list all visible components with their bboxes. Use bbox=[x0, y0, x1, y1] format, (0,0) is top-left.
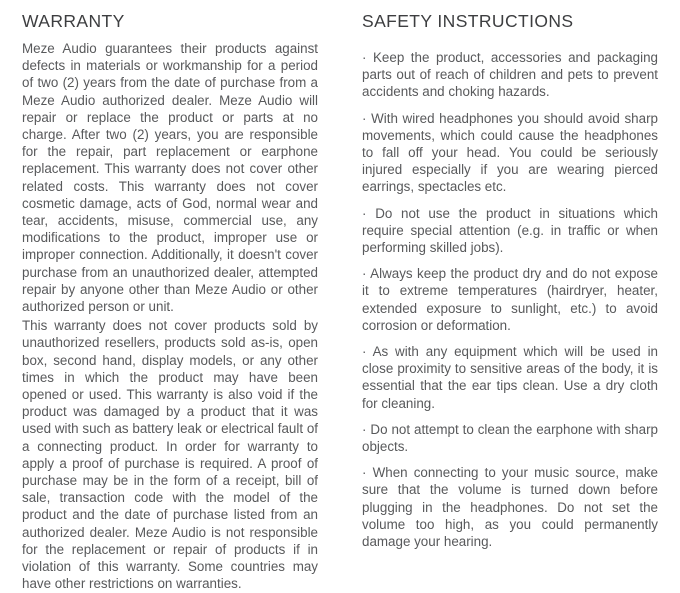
safety-item bbox=[362, 334, 658, 412]
safety-title: SAFETY INSTRUCTIONS bbox=[362, 11, 574, 31]
safety-section bbox=[362, 11, 658, 593]
safety-item bbox=[362, 256, 658, 334]
warranty-paragraph-1: Meze Audio guarantees their products against defects in materials or workmanship for a period of two (2) years from the date of purchase from a Meze Audio authorized dealer. Meze Audio will repair or replace the product or parts at no charge. After two (2) years, you are responsible for the repair, part replacement or earphone replacement. This warranty does not cover other related costs. This warranty does not cover cosmetic damage, acts of God, normal wear and tear, accidents, misuse, commercial use, any modifications to the product, improper use or improper connection. Additionally, it doesn't cover purchase from an unauthorized dealer, attempted repair by anyone other than Meze Audio or other authorized person or unit. bbox=[22, 41, 318, 315]
warranty-title: WARRANTY bbox=[22, 11, 125, 31]
safety-item bbox=[362, 455, 658, 550]
safety-item bbox=[362, 40, 658, 101]
safety-item-text: Do not use the product in situations which require special attention (e.g. in traffic or when performing skilled jobs). bbox=[362, 205, 658, 256]
safety-item-text: Always keep the product dry and do not expose it to extreme temperatures (hairdryer, heater, extended exposure to sunlight, etc.) to avoid corrosion or deformation. bbox=[362, 266, 658, 333]
bullet-icon: · bbox=[362, 421, 367, 437]
bullet-icon: · bbox=[362, 205, 367, 221]
safety-item-text: As with any equipment which will be used in close proximity to sensitive areas of the body, it is essential that the ear tips clean. Use a dry cloth for cleaning. bbox=[362, 344, 659, 411]
bullet-icon: · bbox=[362, 110, 367, 126]
safety-item bbox=[362, 412, 658, 455]
bullet-icon: · bbox=[362, 266, 367, 282]
bullet-icon: · bbox=[362, 50, 367, 65]
safety-item bbox=[362, 101, 658, 196]
safety-item-text: Keep the product, accessories and packaging parts out of reach of children and pets to prevent accidents and choking hazards. bbox=[362, 50, 658, 100]
bullet-icon: · bbox=[362, 465, 367, 481]
warranty-section bbox=[22, 11, 318, 593]
warranty-paragraph-2: This warranty does not cover products sold by unauthorized resellers, products sold as-is, open box, second hand, display models, or any other times in which the product may have been opened or used. This warranty is also void if the product was damaged by a product that it was used with such as battery leak or electrical fault of a connecting product. In order for warranty to apply a proof of purchase is required. A proof of purchase may be in the form of a receipt, bill of sale, transaction code with the model of the product and the date of purchase listed from an authorized dealer. Meze Audio is not responsible for the replacement or repair of products if in violation of this warranty. Some countries may have other restrictions on warranties. bbox=[22, 318, 318, 592]
safety-item bbox=[362, 196, 658, 257]
safety-item-text: Do not attempt to clean the earphone with sharp objects. bbox=[362, 421, 658, 455]
safety-item-text: When connecting to your music source, make sure that the volume is turned down before plugging in the headphones. Do not set the volume too high, as you could permanently damage your hearing. bbox=[362, 465, 658, 550]
safety-item-text: With wired headphones you should avoid sharp movements, which could cause the headphones to fall off your head. You could be seriously injured especially if you are wearing pierced earrings, spectacles etc. bbox=[362, 110, 658, 195]
bullet-icon: · bbox=[362, 344, 367, 360]
